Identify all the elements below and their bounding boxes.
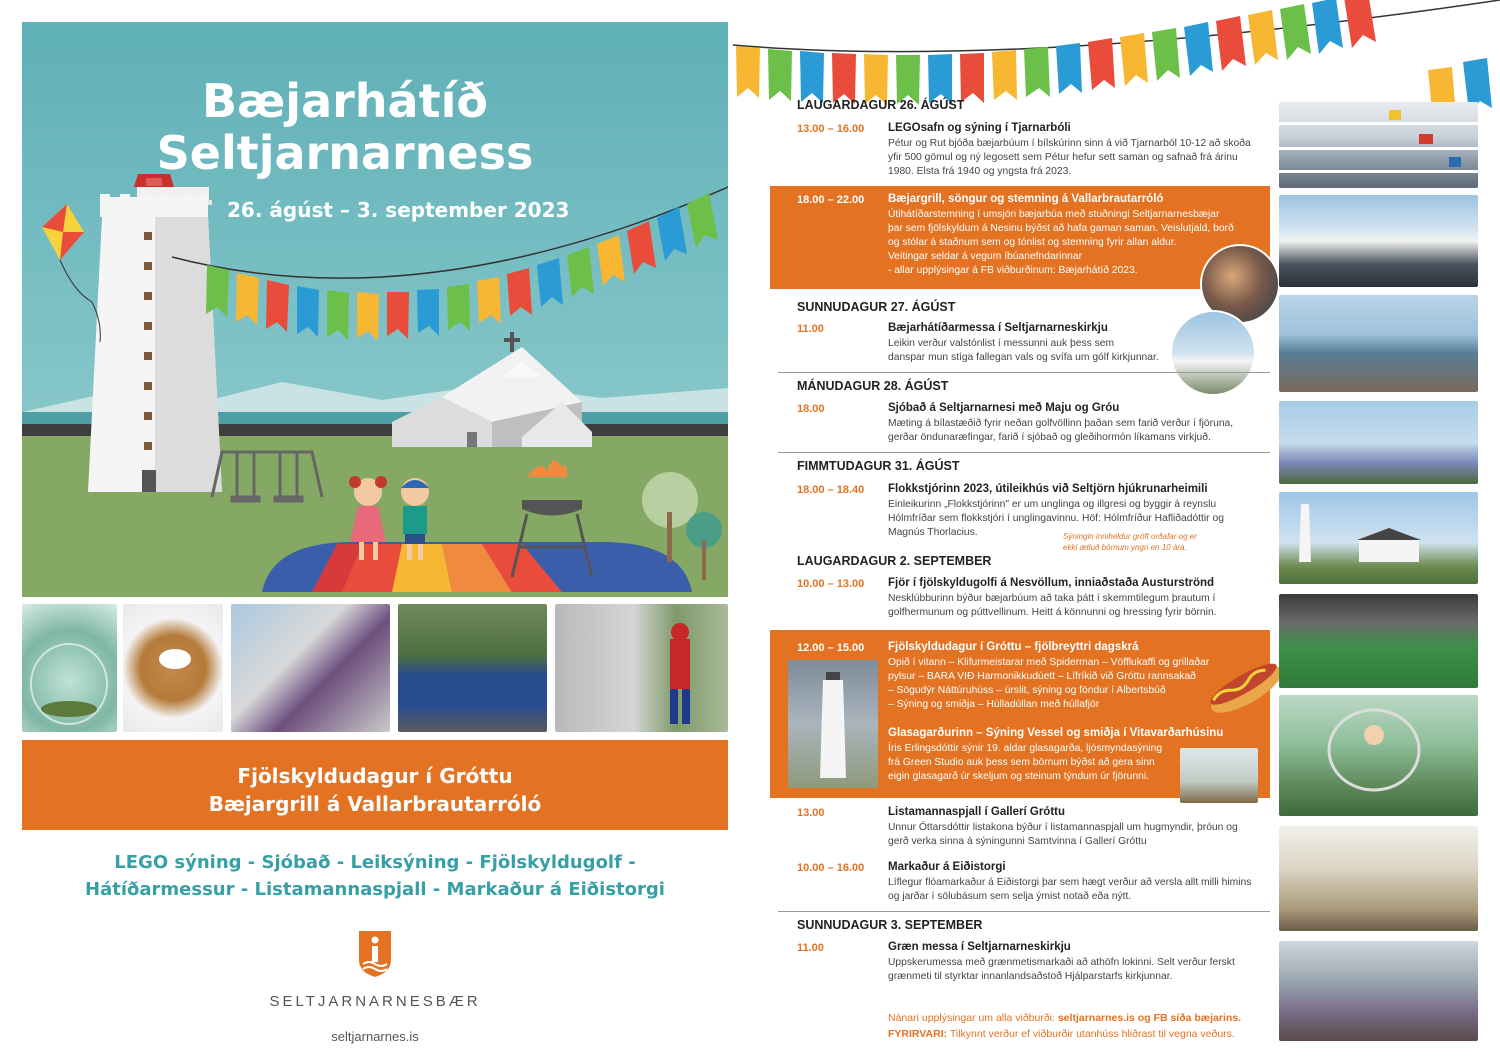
event-description-line: Opið í vitann – Klifurmeistarar með Spiderman – Vöfflukaffi og grillaðar	[888, 657, 1210, 668]
spiderman-figure	[555, 604, 728, 732]
event-description: Mæting á bílastæðið fyrir neðan golfvöllinn þaðan sem farið verður í fjöruna, gerðar öndunaræfingar, farið í sjóbað og gleðihormón líkamans virkjuð.	[888, 418, 1234, 443]
hula-hoop-photo	[1279, 695, 1478, 816]
event-description-line: Veitingar seldar á vegum íbúanefndarinnar	[888, 251, 1083, 262]
event-time: 18.00 – 18.40	[797, 484, 865, 496]
disclaimer-label: FYRIRVARI:	[888, 1028, 948, 1040]
event-title: Flokkstjórinn 2023, útileikhús við Seltjörn hjúkrunarheimili	[888, 483, 1208, 495]
event-time: 18.00	[797, 403, 825, 415]
photo-strip	[22, 604, 728, 732]
tent-crowd-photo	[1279, 195, 1478, 287]
church-circle-photo	[1170, 310, 1256, 396]
event-description: Uppskerumessa með grænmetismarkaði að athöfn lokinni. Selt verður ferskt grænmeti til styrktar innanlandsaðstoð Hjálparstarfs kirkjunnar.	[888, 957, 1235, 982]
terrarium-photo	[22, 604, 117, 732]
event-description: Einleikurinn „Flokkstjórinn" er um unglinga og illgresi og byggir á reynslu Hólmfríðar sem flokkstjóri í unglingavinnu. Höf: Hólmfríður Hafliðadóttir og Magnús Thorlacius.	[888, 499, 1224, 538]
theatre-photo	[1279, 401, 1478, 484]
band-line2: Bæjargrill á Vallarbrautarróló	[208, 792, 542, 816]
event-time: 12.00 – 15.00	[797, 642, 865, 654]
event-description-line: danspar mun stíga fallegan vals og svífa um gólf kirkjunnar.	[888, 352, 1159, 363]
lighthouse-figure	[788, 660, 878, 788]
event-description-line: – Sýning og smiðja – Húlladúllan með húllafjör	[888, 699, 1100, 710]
child-with-bowl-photo	[231, 604, 390, 732]
event-title: Græn messa í Seltjarnarneskirkju	[888, 941, 1071, 953]
event-time: 10.00 – 13.00	[797, 578, 865, 590]
event-title: Sjóbað á Seltjarnarnesi með Maju og Gróu	[888, 402, 1120, 414]
day-heading: LAUGARDAGUR 2. SEPTEMBER	[797, 554, 992, 568]
event-description-line: - allar upplýsingar á FB viðburðinum: Bæjarhátíð 2023.	[888, 265, 1138, 276]
more-info-line	[888, 1012, 1241, 1024]
grotta-houses-photo	[1279, 492, 1478, 584]
highlights-line2: Hátíðarmessur - Listamannaspjall - Markaður á Eiðistorgi	[85, 879, 665, 900]
event-description-line: Útihátíðarstemning í umsjón bæjarbúa með stuðningi Seltjarnarnesbæjar	[888, 209, 1220, 220]
event-subtitle: Glasagarðurinn – Sýning Vessel og smiðja í Vitavarðarhúsinu	[888, 727, 1224, 739]
event-title: Bæjargrill, söngur og stemning á Vallarbrautarróló	[888, 193, 1164, 205]
more-info-prefix: Nánari upplýsingar um alla viðburði:	[888, 1012, 1058, 1024]
event-description-line: pylsur – BARA VIÐ Harmonikkudúett – Lífríkið við Gróttu rannsakað	[888, 671, 1196, 682]
hotdog-icon	[1200, 650, 1288, 720]
event-title: LEGOsafn og sýning í Tjarnarbóli	[888, 122, 1071, 134]
event-title: Fjölskyldudagur í Gróttu – fjölbreyttri dagskrá	[888, 641, 1139, 653]
day-heading: SUNNUDAGUR 27. ÁGÚST	[797, 300, 956, 314]
day-heading: SUNNUDAGUR 3. SEPTEMBER	[797, 918, 983, 932]
event-description: Nesklúbburinn býður bæjarbúum að taka þátt í skemmtilegum þrautum í golfhermunum og púttvellinum. Heitt á könnunni og hressing fyrir börnin.	[888, 593, 1217, 618]
cream-icon	[123, 604, 223, 732]
poster-dates: 26. ágúst – 3. september 2023	[227, 198, 570, 222]
event-description: Líflegur flóamarkaður á Eiðistorgi þar sem hægt verður að versla allt milli himins og jarðar í sölubásum sem selja ýmist notað eða nýtt.	[888, 877, 1252, 902]
artist-talk-photo	[1279, 826, 1478, 931]
divider	[778, 452, 1270, 453]
event-description-line: – Sögudýr Náttúruhúss – úrslit, sýning og föndur í Albertsbúð	[888, 685, 1166, 696]
highlights-line1: LEGO sýning - Sjóbað - Leiksýning - Fjölskyldugolf -	[114, 852, 636, 873]
event-description-line: Leikin verður valstónlist í messunni auk þess sem	[888, 338, 1115, 349]
event-description-line: frá Green Studio auk þess sem börnum býðst að gera sinn	[888, 757, 1155, 768]
day-heading: FIMMTUDAGUR 31. ÁGÚST	[797, 459, 960, 473]
event-title: Bæjarhátíðarmessa í Seltjarnarneskirkju	[888, 322, 1108, 334]
indoor-golf-photo	[1279, 594, 1478, 688]
band-line1: Fjölskyldudagur í Gróttu	[237, 764, 513, 788]
glass-gardens-photo	[1180, 748, 1258, 803]
event-time: 11.00	[797, 323, 824, 335]
waffle-photo	[123, 604, 223, 732]
event-description-line: eigin glasagarð úr skeljum og steinum týndum úr fjörunni.	[888, 771, 1149, 782]
church	[392, 332, 592, 447]
festival-poster-illustration	[22, 22, 728, 597]
lighthouse	[88, 174, 222, 492]
disclaimer-text: Tilkynnt verður ef viðburðir utanhúss hliðrast til vegna veðurs.	[947, 1028, 1235, 1040]
sea-bathing-photo	[1279, 295, 1478, 392]
grotta-lighthouse-photo	[788, 660, 878, 788]
seltjarnarnes-crest-icon	[358, 930, 392, 978]
event-title: Fjör í fjölskyldugolfi á Nesvöllum, inniaðstaða Austurströnd	[888, 577, 1215, 589]
more-info-links[interactable]: seltjarnarnes.is og FB síða bæjarins.	[1057, 1012, 1242, 1024]
event-description-line: þar sem fjölskyldum á Nesinu býðst að hafa gaman saman. Veislutjald, borð	[888, 223, 1234, 234]
event-time: 13.00	[797, 807, 825, 819]
poster-title-line1: Bæjarhátíð	[202, 74, 488, 128]
flea-market-photo	[1279, 941, 1478, 1041]
day-heading: MÁNUDAGUR 28. ÁGÚST	[797, 379, 949, 393]
event-time: 18.00 – 22.00	[797, 194, 865, 206]
event-title: Markaður á Eiðistorgi	[888, 861, 1006, 873]
website-link[interactable]: seltjarnarnes.is	[331, 1029, 419, 1044]
day-heading: LAUGARDAGUR 26. ÁGÚST	[797, 98, 965, 112]
event-title: Listamannaspjall í Gallerí Gróttu	[888, 806, 1066, 818]
hula-hoop-figure	[1279, 695, 1478, 816]
kite-icon	[42, 204, 100, 342]
divider	[778, 911, 1270, 912]
car-musicians-photo	[398, 604, 547, 732]
event-time: 11.00	[797, 942, 824, 954]
event-description: Unnur Óttarsdóttir listakona býður í listamannaspjall um hugmyndir, þróun og gerð verka sinna á sýningunni Samtvinna í Gallerí Gróttu	[888, 822, 1238, 847]
age-warning-note: Sýningin inniheldur gróft orðafar og er ekki ætluð börnum yngri en 10 ára.	[1063, 532, 1197, 552]
lego-collection-photo	[1279, 102, 1478, 188]
poster-title-line2: Seltjarnarness	[156, 126, 534, 180]
divider	[778, 372, 1270, 373]
event-time: 13.00 – 16.00	[797, 123, 865, 135]
highlight-band	[22, 740, 728, 830]
play-mat	[262, 542, 692, 592]
municipality-wordmark: SELTJARNARNESBÆR	[269, 993, 481, 1010]
event-description: Pétur og Rut bjóða bæjarbúum í bílskúrinn sinn á við Tjarnarból 10-12 að skoða yfir 500 gömul og ný legosett sem Pétur hefur sett saman og safnað frá árinu 1980. Elsta frá 1940 og yngsta frá 2023.	[888, 138, 1251, 177]
disclaimer-line	[888, 1028, 1235, 1040]
glass-jar-icon	[22, 604, 117, 732]
spiderman-photo	[555, 604, 728, 732]
lego-shelves	[1279, 102, 1478, 188]
event-time: 10.00 – 16.00	[797, 862, 865, 874]
lighthouse-figure	[1279, 492, 1478, 584]
event-description-line: og stólar á staðnum sem og tónlist og stemning fyrir allan aldur.	[888, 237, 1177, 248]
event-description-line: Íris Erlingsdóttir sýnir 19. aldar glasagarða, ljósmyndasýning	[888, 743, 1163, 754]
